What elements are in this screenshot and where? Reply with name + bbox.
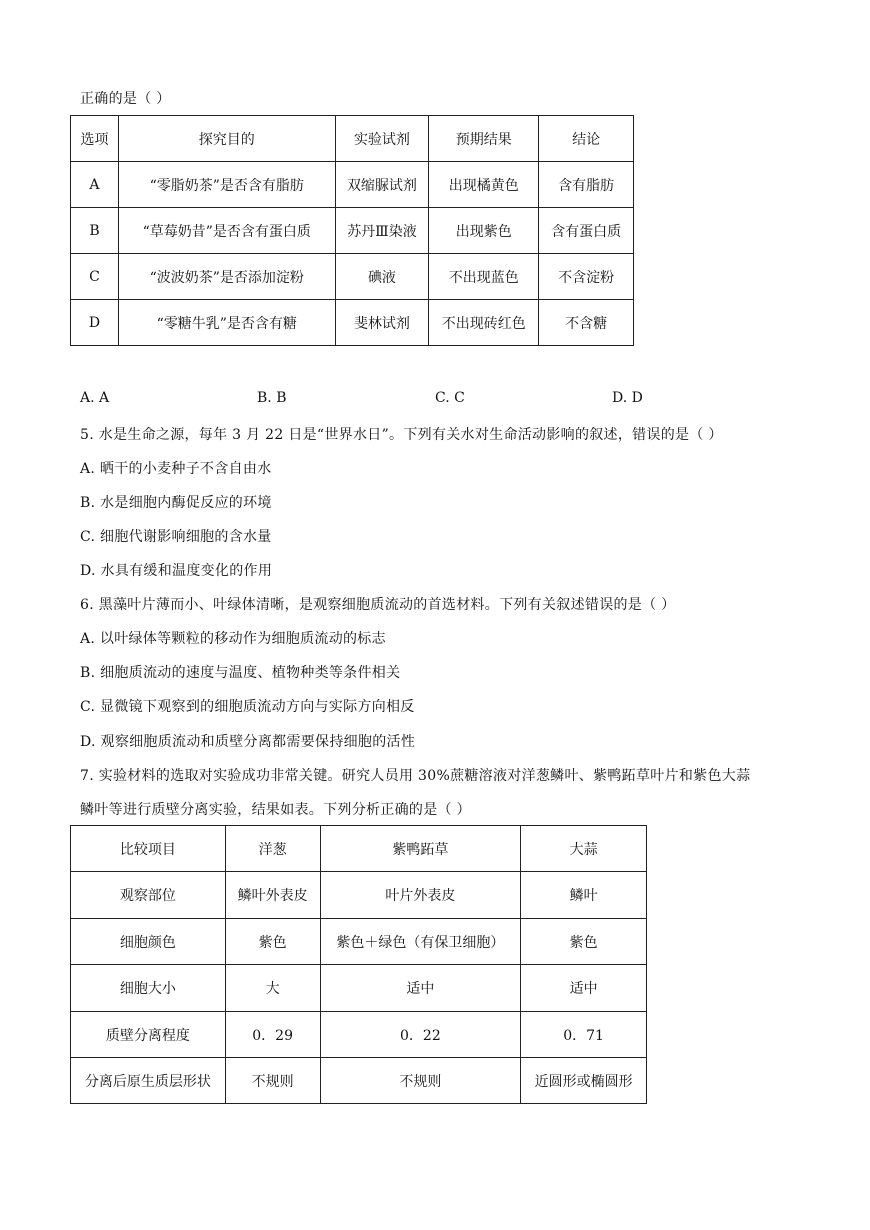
- table-cell: 0．22: [320, 1012, 521, 1058]
- q4-options: [80, 390, 700, 410]
- q4-option-c[interactable]: C. C: [435, 390, 465, 406]
- table-cell: 质壁分离程度: [71, 1012, 226, 1058]
- table-cell: 分离后原生质层形状: [71, 1058, 226, 1104]
- table-row: [71, 300, 634, 346]
- table-cell: 紫鸭跖草: [320, 826, 521, 872]
- table-cell: 0．29: [225, 1012, 320, 1058]
- q4-option-d[interactable]: D. D: [612, 390, 643, 406]
- q6-option-a[interactable]: A. 以叶绿体等颗粒的移动作为细胞质流动的标志: [80, 631, 386, 647]
- table-cell: 洋葱: [225, 826, 320, 872]
- table-cell: “草莓奶昔”是否含有蛋白质: [118, 208, 335, 254]
- table-cell: 鳞叶: [521, 872, 647, 919]
- table-cell: “零脂奶茶”是否含有脂肪: [118, 162, 335, 208]
- table-cell: 比较项目: [71, 826, 226, 872]
- q4-table: [70, 115, 634, 346]
- table-row: [71, 1012, 647, 1058]
- table-cell: 不规则: [320, 1058, 521, 1104]
- q7-table: [70, 825, 647, 1104]
- table-cell: 紫色: [225, 919, 320, 965]
- q7-stem-line2: 鳞叶等进行质壁分离实验，结果如表。下列分析正确的是（ ）: [80, 802, 471, 818]
- q7-table-header: [71, 826, 647, 872]
- table-row: [71, 208, 634, 254]
- table-cell: 结论: [539, 116, 634, 162]
- table-cell: 出现紫色: [429, 208, 539, 254]
- table-cell: 不出现砖红色: [429, 300, 539, 346]
- table-row: [71, 965, 647, 1012]
- table-row: [71, 254, 634, 300]
- q6-stem: 6. 黑藻叶片薄而小、叶绿体清晰，是观察细胞质流动的首选材料。下列有关叙述错误的是（ ）: [80, 597, 676, 613]
- table-cell: 含有脂肪: [539, 162, 634, 208]
- table-cell: 实验试剂: [335, 116, 429, 162]
- table-cell: 含有蛋白质: [539, 208, 634, 254]
- table-cell: 细胞颜色: [71, 919, 226, 965]
- table-row: [71, 162, 634, 208]
- q5-option-a[interactable]: A. 晒干的小麦种子不含自由水: [80, 461, 272, 477]
- q7-stem-line1: 7. 实验材料的选取对实验成功非常关键。研究人员用 30%蔗糖溶液对洋葱鳞叶、紫鸭跖草叶片和紫色大蒜: [80, 768, 751, 784]
- table-cell: 0．71: [521, 1012, 647, 1058]
- table-cell: 不出现蓝色: [429, 254, 539, 300]
- table-cell: 碘液: [335, 254, 429, 300]
- q5-option-d[interactable]: D. 水具有缓和温度变化的作用: [80, 563, 273, 579]
- table-cell: 不含淀粉: [539, 254, 634, 300]
- table-row: [71, 919, 647, 965]
- table-cell: 紫色＋绿色（有保卫细胞）: [320, 919, 521, 965]
- table-row: [71, 872, 647, 919]
- q4-stem-tail: 正确的是（ ）: [80, 91, 171, 107]
- table-cell: A: [71, 162, 119, 208]
- table-cell: 适中: [521, 965, 647, 1012]
- table-cell: “零糖牛乳”是否含有糖: [118, 300, 335, 346]
- table-cell: 大: [225, 965, 320, 1012]
- q6-option-b[interactable]: B. 细胞质流动的速度与温度、植物种类等条件相关: [80, 665, 401, 681]
- table-cell: 斐林试剂: [335, 300, 429, 346]
- table-cell: D: [71, 300, 119, 346]
- q6-option-d[interactable]: D. 观察细胞质流动和质壁分离都需要保持细胞的活性: [80, 734, 416, 750]
- table-row: [71, 1058, 647, 1104]
- table-cell: B: [71, 208, 119, 254]
- table-cell: 叶片外表皮: [320, 872, 521, 919]
- table-cell: 选项: [71, 116, 119, 162]
- table-cell: 大蒜: [521, 826, 647, 872]
- table-cell: 不规则: [225, 1058, 320, 1104]
- table-cell: 鳞叶外表皮: [225, 872, 320, 919]
- table-cell: C: [71, 254, 119, 300]
- table-cell: 不含糖: [539, 300, 634, 346]
- table-cell: 预期结果: [429, 116, 539, 162]
- q5-option-c[interactable]: C. 细胞代谢影响细胞的含水量: [80, 529, 272, 545]
- q5-stem: 5. 水是生命之源，每年 3 月 22 日是“世界水日”。下列有关水对生命活动影响的叙述，错误的是（ ）: [80, 427, 723, 443]
- table-cell: 苏丹Ⅲ染液: [335, 208, 429, 254]
- table-cell: 适中: [320, 965, 521, 1012]
- table-cell: 出现橘黄色: [429, 162, 539, 208]
- q4-table-header: [71, 116, 634, 162]
- table-cell: 细胞大小: [71, 965, 226, 1012]
- table-cell: 双缩脲试剂: [335, 162, 429, 208]
- q4-option-b[interactable]: B. B: [257, 390, 287, 406]
- q4-option-a[interactable]: A. A: [80, 390, 110, 406]
- table-cell: 紫色: [521, 919, 647, 965]
- table-cell: 探究目的: [118, 116, 335, 162]
- table-cell: “波波奶茶”是否添加淀粉: [118, 254, 335, 300]
- q6-option-c[interactable]: C. 显微镜下观察到的细胞质流动方向与实际方向相反: [80, 699, 415, 715]
- q5-option-b[interactable]: B. 水是细胞内酶促反应的环境: [80, 495, 272, 511]
- table-cell: 观察部位: [71, 872, 226, 919]
- table-cell: 近圆形或椭圆形: [521, 1058, 647, 1104]
